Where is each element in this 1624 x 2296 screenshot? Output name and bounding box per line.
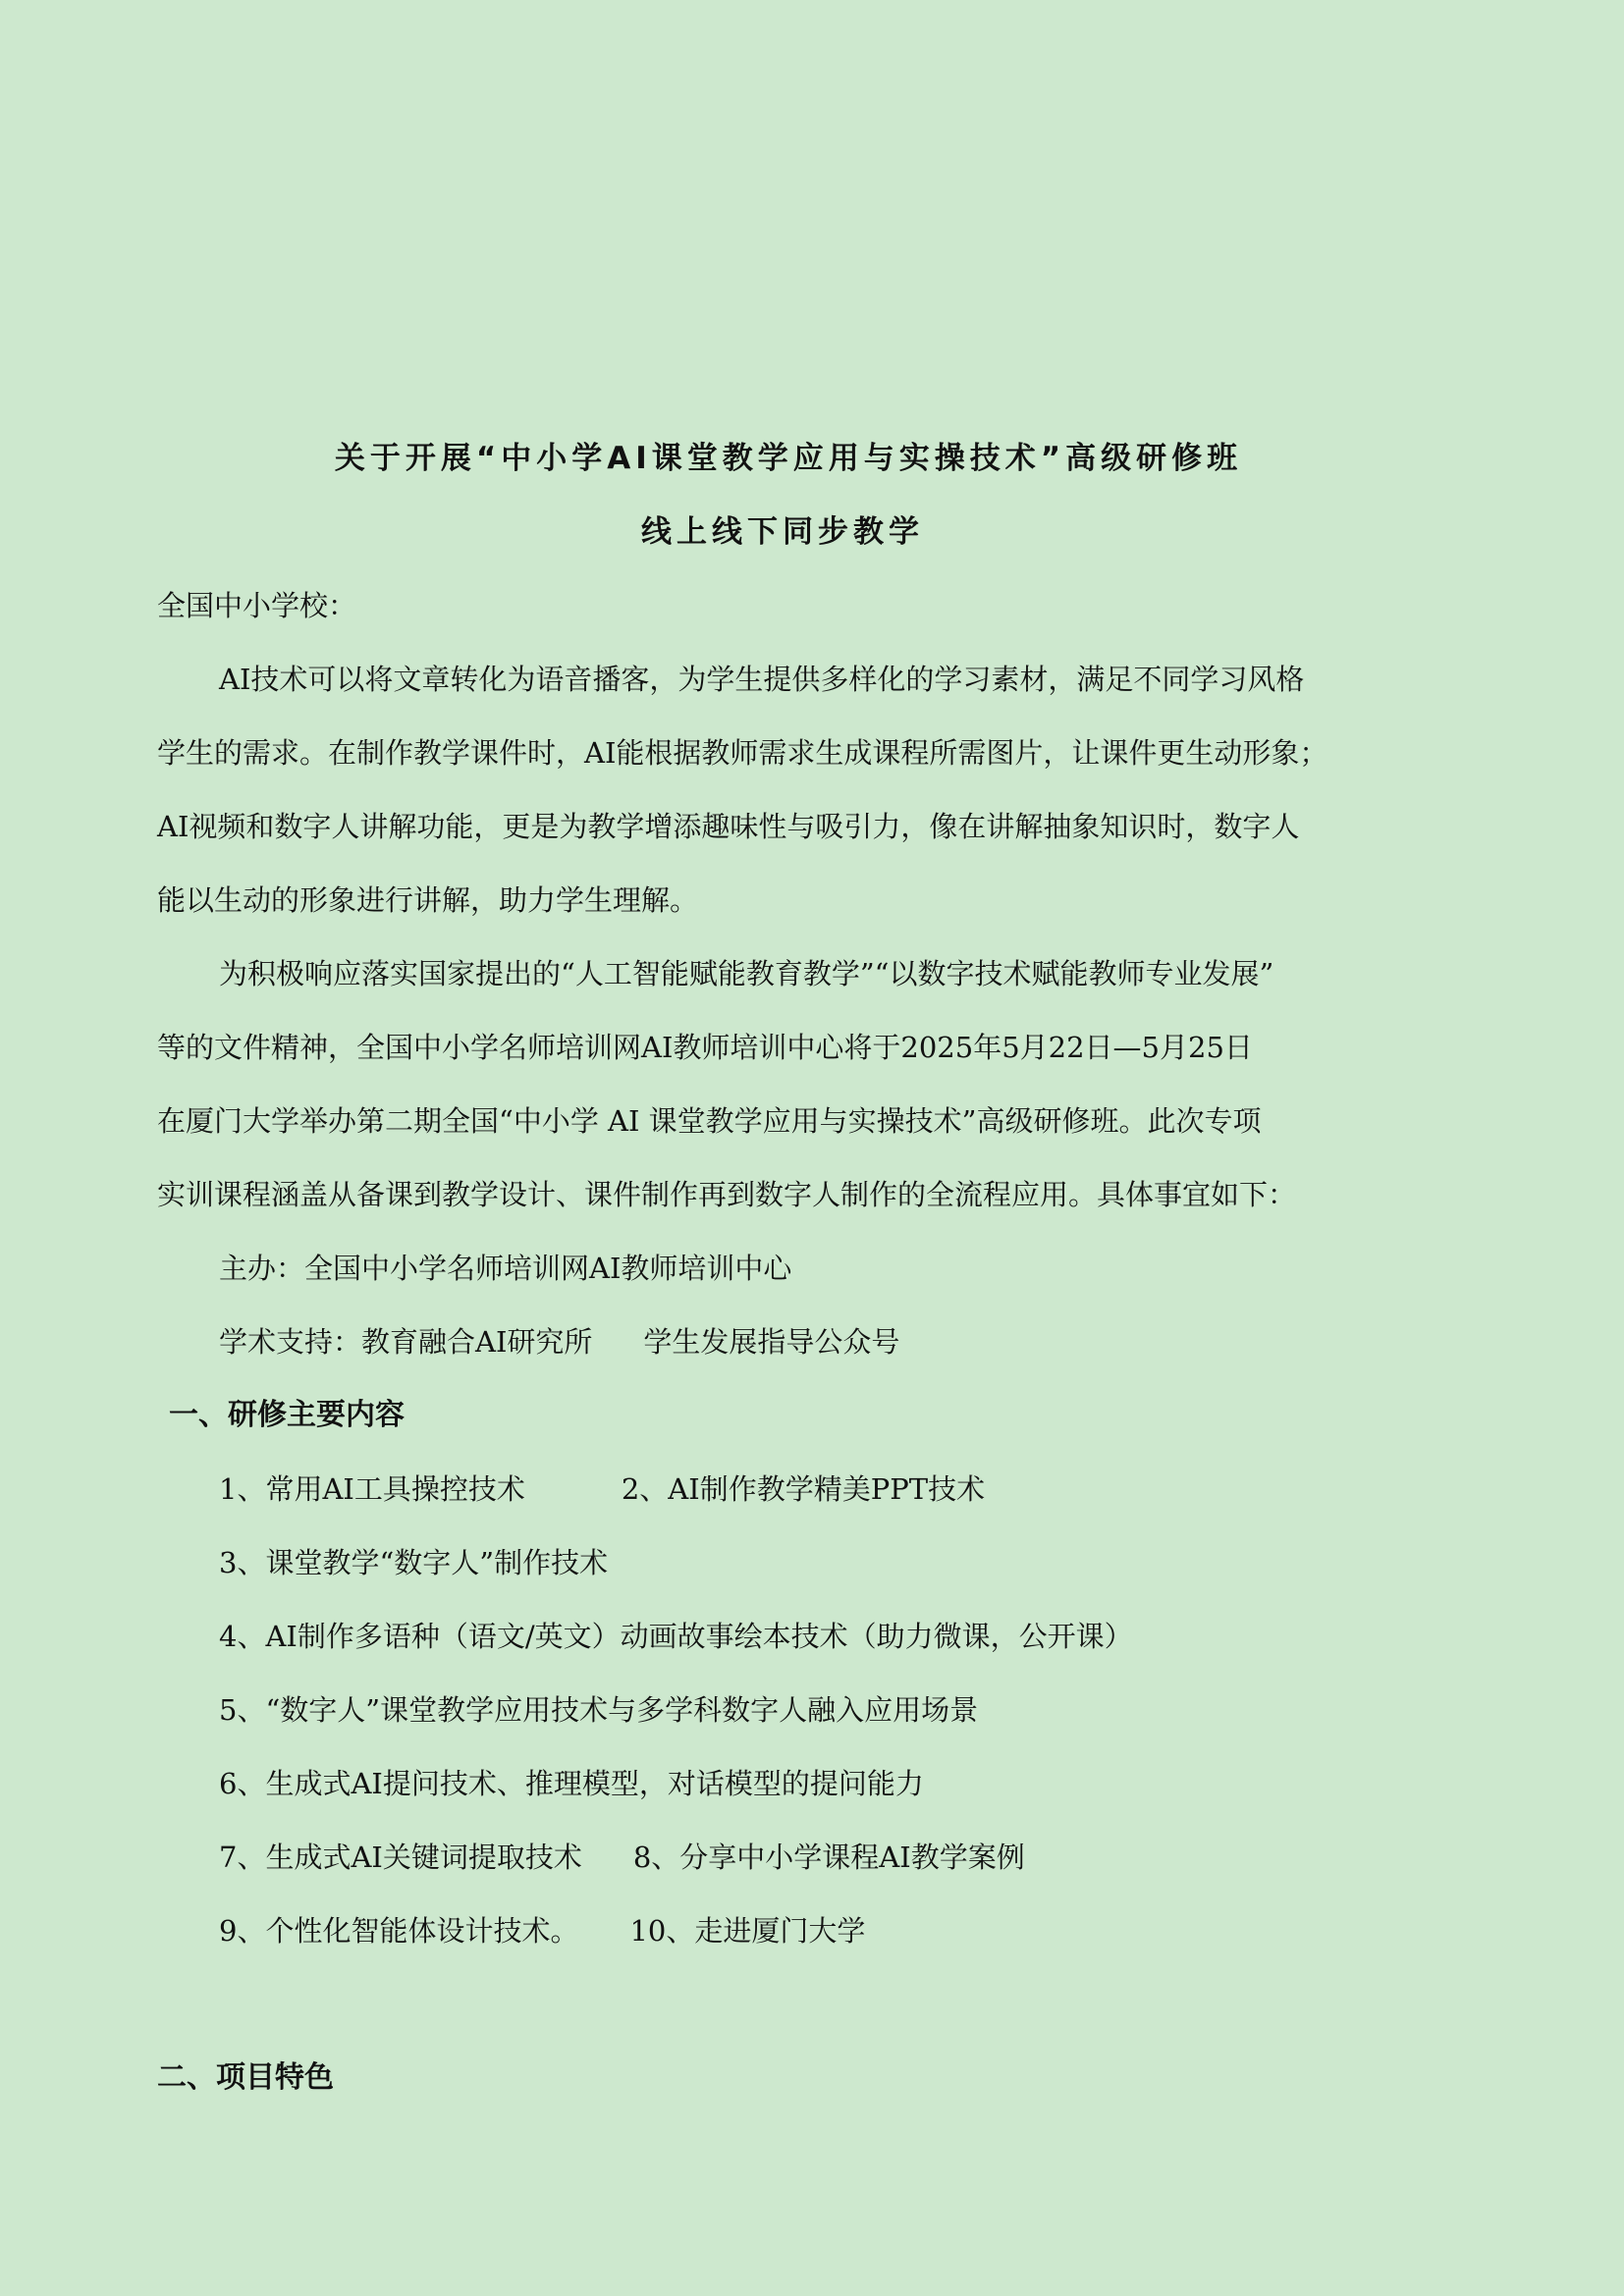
paragraph-1-line-3: AI视频和数字人讲解功能，更是为教学增添趣味性与吸引力，像在讲解抽象知识时，数字人 [157,810,1300,843]
list-item: 5、“数字人”课堂教学应用技术与多学科数字人融入应用场景 [219,1693,979,1727]
academic-support-label: 学术支持：教育融合AI研究所 [219,1325,593,1359]
content-row-1 [219,1469,985,1509]
list-item: 8、分享中小学课程AI教学案例 [632,1841,1025,1874]
section-1-heading: 一、研修主要内容 [169,1398,405,1432]
paragraph-1-line-2: 学生的需求。在制作教学课件时，AI能根据教师需求生成课程所需图片，让课件更生动形象； [157,736,1328,770]
paragraph-2-line-3: 在厦门大学举办第二期全国“中小学 AI 课堂教学应用与实操技术”高级研修班。此次专项 [157,1104,1262,1138]
list-item: 1、常用AI工具操控技术 [219,1472,525,1506]
salutation: 全国中小学校： [157,589,357,622]
paragraph-2-line-4: 实训课程涵盖从备课到教学设计、课件制作再到数字人制作的全流程应用。具体事宜如下： [157,1178,1297,1211]
content-row-9 [219,1911,865,1950]
document-title-line-1: 关于开展“中小学AI课堂教学应用与实操技术”高级研修班 [334,441,1243,476]
document-title-line-2: 线上线下同步教学 [641,514,924,550]
paragraph-2-line-1: 为积极响应落实国家提出的“人工智能赋能教育教学”“以数字技术赋能教师专业发展” [219,957,1274,990]
paragraph-1-line-1: AI技术可以将文章转化为语音播客，为学生提供多样化的学习素材，满足不同学习风格 [219,663,1305,696]
paragraph-1-line-4: 能以生动的形象进行讲解，助力学生理解。 [157,883,699,917]
list-item: 3、课堂教学“数字人”制作技术 [219,1546,609,1579]
paragraph-2-line-2: 等的文件精神，全国中小学名师培训网AI教师培训中心将于2025年5月22日—5月25日 [157,1031,1253,1064]
list-item: 10、走进厦门大学 [629,1914,866,1948]
list-item: 6、生成式AI提问技术、推理模型，对话模型的提问能力 [219,1767,924,1800]
list-item: 9、个性化智能体设计技术。 [219,1914,579,1948]
list-item: 4、AI制作多语种（语文/英文）动画故事绘本技术（助力微课，公开课） [219,1620,1133,1653]
organizer-line: 主办：全国中小学名师培训网AI教师培训中心 [219,1252,792,1285]
list-item: 7、生成式AI关键词提取技术 [219,1841,582,1874]
content-row-7 [219,1838,1025,1877]
academic-support-second: 学生发展指导公众号 [643,1325,900,1359]
academic-support-line [219,1322,899,1362]
section-2-heading: 二、项目特色 [157,2060,334,2095]
list-item: 2、AI制作教学精美PPT技术 [621,1472,986,1506]
